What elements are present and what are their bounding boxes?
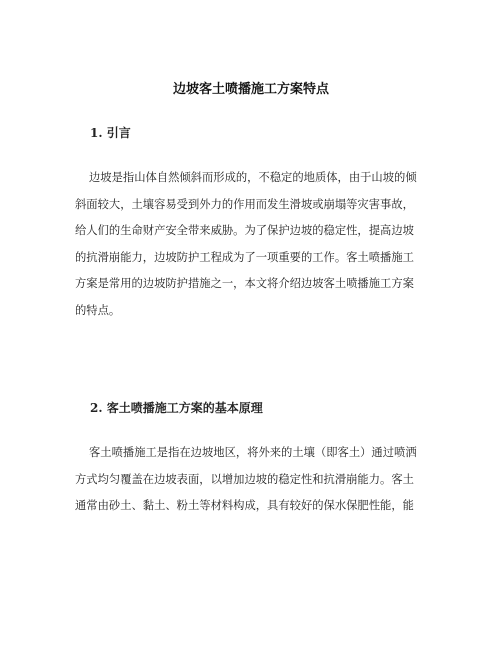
document-title: 边坡客土喷播施工方案特点 [172, 82, 329, 97]
paragraph-line: 斜面较大，土壤容易受到外力的作用而发生滑坡或崩塌等灾害事故， [75, 197, 414, 211]
paragraph-line: 的特点。 [75, 303, 121, 317]
paragraph-line: 给人们的生命财产安全带来威胁。为了保护边坡的稳定性，提高边坡 [75, 224, 414, 237]
paragraph-line: 通常由砂土、黏土、粉土等材料构成，具有较好的保水保肥性能，能 [75, 499, 414, 512]
paragraph-line: 的抗滑崩能力，边坡防护工程成为了一项重要的工作。客土喷播施工 [75, 250, 414, 264]
paragraph-line: 客土喷播施工是指在边坡地区，将外来的土壤（即客土）通过喷洒 [89, 446, 417, 459]
section-paragraph-principle [75, 440, 435, 520]
section-heading-introduction: 1. 引言 [90, 126, 131, 140]
section-paragraph-introduction [75, 165, 435, 324]
section-heading-principle: 2. 客土喷播施工方案的基本原理 [90, 401, 263, 415]
paragraph-line: 边坡是指山体自然倾斜而形成的，不稳定的地质体，由于山坡的倾 [89, 171, 417, 184]
paragraph-line: 方式均匀覆盖在边坡表面，以增加边坡的稳定性和抗滑崩能力。客土 [75, 472, 414, 486]
paragraph-line: 方案是常用的边坡防护措施之一，本文将介绍边坡客土喷播施工方案 [75, 277, 414, 290]
